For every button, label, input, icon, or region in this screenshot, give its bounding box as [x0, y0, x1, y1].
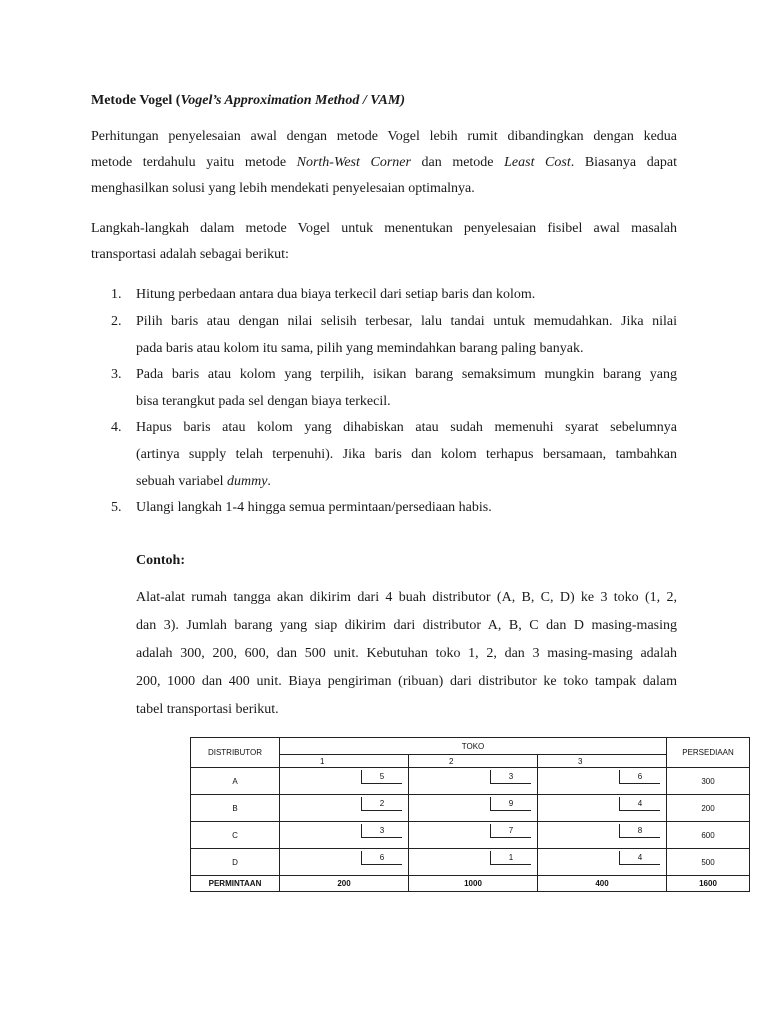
header-distributor: DISTRIBUTOR: [191, 738, 280, 768]
toko-col-1: 1: [280, 755, 409, 768]
step-text: Hapus baris atau kolom yang dihabiskan atau sudah memenuhi syarat sebelumnya: [136, 420, 677, 435]
example-line-3: adalah 300, 200, 600, dan 500 unit. Kebutuhan toko 1, 2, dan 3 masing-masing adalah: [136, 646, 677, 661]
intro-text: . Biasanya dapat: [570, 155, 678, 170]
intro-method-lc: Least Cost: [504, 155, 571, 170]
cost-value: 4: [619, 797, 660, 811]
cost-value: 4: [619, 851, 660, 865]
intro-text: dan metode: [410, 155, 505, 170]
intro-method-nwc: North-West Corner: [296, 155, 411, 170]
cost-cell: [280, 849, 409, 876]
cost-value: 3: [361, 824, 402, 838]
example-line-5: tabel transportasi berikut.: [136, 702, 279, 717]
cost-cell: [409, 795, 538, 822]
example-heading: Contoh:: [136, 553, 186, 568]
step-text: [136, 468, 677, 495]
cost-value: 1: [490, 851, 531, 865]
title-plain: Metode Vogel (: [91, 93, 181, 108]
cost-value: 7: [490, 824, 531, 838]
example-line-2: dan 3). Jumlah barang yang siap dikirim dari distributor A, B, C dan D masing-masing: [136, 618, 677, 633]
cost-value: 5: [361, 770, 402, 784]
table-row: [191, 849, 750, 876]
header-persediaan: PERSEDIAAN: [667, 738, 750, 768]
step-text: Pilih baris atau dengan nilai selisih terbesar, lalu tandai untuk memudahkan. Jika nilai: [136, 314, 677, 329]
table-row: [191, 768, 750, 795]
demand-value: 400: [538, 876, 667, 892]
steps-intro-line-2: transportasi adalah sebagai berikut:: [91, 247, 289, 262]
cost-value: 3: [490, 770, 531, 784]
cost-cell: [409, 768, 538, 795]
cost-cell: [280, 795, 409, 822]
page-title: [91, 93, 405, 109]
table-demand-row: [191, 876, 750, 892]
intro-line-2: [91, 150, 677, 176]
toko-col-2: 2: [409, 755, 538, 768]
title-italic: Vogel’s Approximation Method / VAM): [180, 93, 405, 108]
step-number: 1.: [111, 287, 122, 302]
step-number: 5.: [111, 500, 122, 515]
example-line-4: 200, 1000 dan 400 unit. Biaya pengiriman (ribuan) dari distributor ke toko tampak dalam: [136, 674, 677, 689]
step-text: Pada baris atau kolom yang terpilih, isikan barang semaksimum mungkin barang yang: [136, 367, 677, 382]
dummy-term: dummy: [226, 474, 268, 489]
row-supply: 500: [667, 849, 750, 876]
row-distributor: D: [191, 849, 280, 876]
cost-value: 2: [361, 797, 402, 811]
step-text: Ulangi langkah 1-4 hingga semua permintaan/persediaan habis.: [136, 500, 492, 515]
step-text: pada baris atau kolom itu sama, pilih yang memindahkan barang paling banyak.: [136, 341, 584, 356]
toko-col-3: 3: [538, 755, 667, 768]
example-paragraph: [136, 584, 677, 724]
example-line-1: Alat-alat rumah tangga akan dikirim dari 4 buah distributor (A, B, C, D) ke 3 toko (1, 2,: [136, 590, 677, 605]
cost-cell: [409, 822, 538, 849]
demand-value: 200: [280, 876, 409, 892]
table-row: [191, 795, 750, 822]
steps-intro-paragraph: [91, 216, 677, 268]
step-text: sebuah variabel: [136, 474, 227, 489]
step-number: 2.: [111, 314, 122, 329]
cost-cell: [280, 768, 409, 795]
cost-cell: [409, 849, 538, 876]
step-text: .: [267, 474, 271, 489]
table-header-row: [191, 738, 750, 755]
row-supply: 300: [667, 768, 750, 795]
header-toko: TOKO: [280, 738, 667, 755]
row-supply: 600: [667, 822, 750, 849]
cost-value: 6: [361, 851, 402, 865]
table-row: [191, 822, 750, 849]
demand-label: PERMINTAAN: [191, 876, 280, 892]
step-number: 3.: [111, 367, 122, 382]
intro-text: metode terdahulu yaitu metode: [91, 155, 297, 170]
cost-cell: [538, 768, 667, 795]
cost-value: 8: [619, 824, 660, 838]
intro-line-3: menghasilkan solusi yang lebih mendekati penyelesaian optimalnya.: [91, 181, 475, 196]
cost-value: 6: [619, 770, 660, 784]
step-text: (artinya supply telah terpenuhi). Jika baris dan kolom terhapus bersamaan, tambahkan: [136, 447, 677, 462]
transportation-table: [190, 737, 750, 892]
demand-total: 1600: [667, 876, 750, 892]
cost-cell: [538, 849, 667, 876]
step-text: bisa terangkut pada sel dengan biaya terkecil.: [136, 394, 391, 409]
cost-cell: [538, 822, 667, 849]
row-distributor: C: [191, 822, 280, 849]
step-number: 4.: [111, 420, 122, 435]
row-distributor: B: [191, 795, 280, 822]
cost-cell: [280, 822, 409, 849]
cost-cell: [538, 795, 667, 822]
intro-paragraph: [91, 124, 677, 202]
demand-value: 1000: [409, 876, 538, 892]
row-distributor: A: [191, 768, 280, 795]
cost-value: 9: [490, 797, 531, 811]
row-supply: 200: [667, 795, 750, 822]
step-text: Hitung perbedaan antara dua biaya terkecil dari setiap baris dan kolom.: [136, 287, 536, 302]
steps-intro-line-1: Langkah-langkah dalam metode Vogel untuk menentukan penyelesaian fisibel awal masalah: [91, 221, 677, 236]
intro-line-1: Perhitungan penyelesaian awal dengan metode Vogel lebih rumit dibandingkan dengan kedua: [91, 129, 677, 144]
